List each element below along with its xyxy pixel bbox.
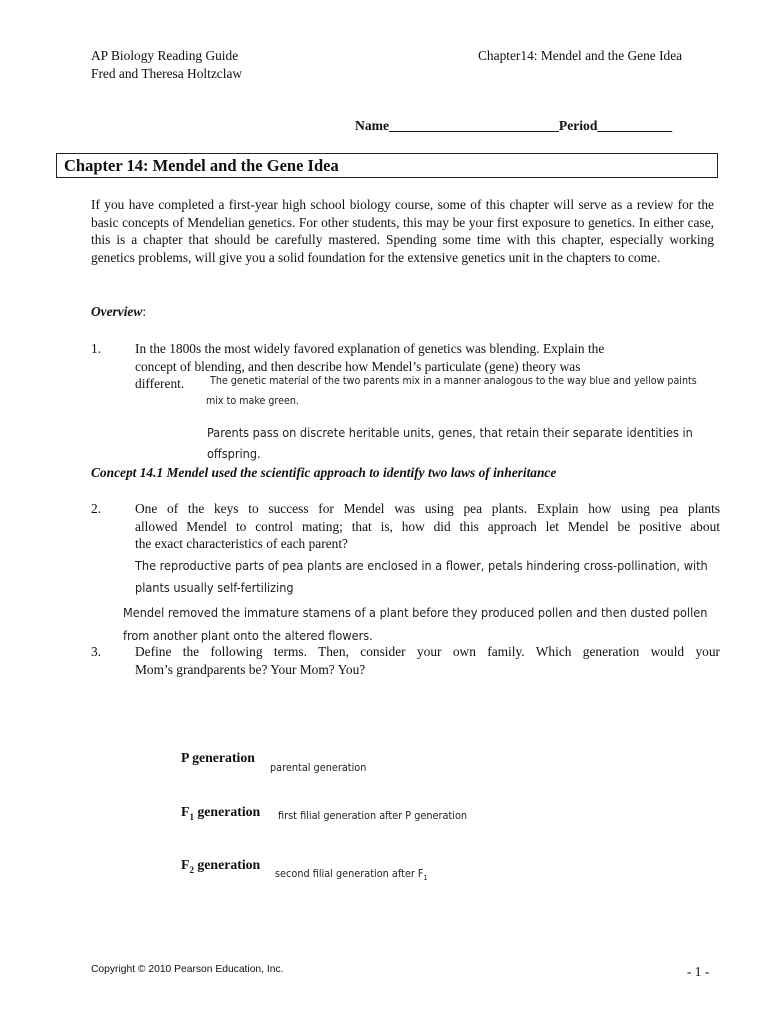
header-chapter: Chapter14: Mendel and the Gene Idea — [478, 48, 683, 63]
chapter-title-box — [56, 153, 718, 178]
p-generation-answer: parental generation — [270, 761, 367, 774]
guide-title: AP Biology Reading Guide — [91, 48, 239, 63]
question-1-number: 1. — [91, 341, 102, 356]
copyright: Copyright © 2010 Pearson Education, Inc. — [91, 964, 284, 975]
period-blank[interactable]: ___________ — [597, 118, 673, 133]
question-2-text: One of the keys to success for Mendel was using pea plants. Explain how using pea plants allowed Mendel to control mating; that is, how did this approach let Mendel be positive about the exact characteristics of each parent? — [135, 501, 720, 551]
p-generation-label: P generation — [181, 750, 255, 765]
intro-paragraph: If you have completed a first-year high school biology course, some of this chapter will serve as a review for the basic concepts of Mendelian genetics. For other students, this may be your first exposure to genetics. In either case, this is a chapter that should be carefully mastered. Spending some time with this chapter, especially working genetics problems, will give you a solid foundation for the extensive genetics unit in the chapters to come. — [91, 197, 714, 265]
question-2-number: 2. — [91, 501, 102, 516]
header-left — [91, 47, 242, 82]
f1-generation-answer: first filial generation after P generation — [278, 809, 468, 822]
answer-1a-line2: mix to make green. — [206, 395, 299, 407]
question-3-number: 3. — [91, 644, 102, 659]
authors: Fred and Theresa Holtzclaw — [91, 65, 243, 81]
concept-heading: Concept 14.1 Mendel used the scientific approach to identify two laws of inheritance — [91, 465, 557, 480]
answer-1b-line2: offspring. — [207, 446, 261, 461]
question-1-text: In the 1800s the most widely favored explanation of genetics was blending. Explain the concept of blending, and then describe how Mendel’s particulate (gene) theory was different. — [135, 341, 605, 391]
answer-2a-line1: The reproductive parts of pea plants are enclosed in a flower, petals hindering cross-pollination, with — [135, 558, 708, 573]
name-label: Name — [355, 118, 389, 133]
name-period-line — [355, 118, 672, 134]
f2-generation-label: $F_2$ generation — [181, 857, 261, 875]
name-blank[interactable]: _________________________ — [388, 118, 559, 133]
question-3-text: Define the following terms. Then, consider your own family. Which generation would your Mom’s grandparents be? Your Mom? You? — [135, 644, 720, 677]
answer-2b-line2: from another plant onto the altered flowers. — [123, 628, 373, 643]
answer-2a-line2: plants usually self-fertilizing — [135, 580, 294, 595]
overview-label: Overview — [91, 304, 143, 319]
overview-heading: Overview: — [91, 304, 147, 319]
page-number: - 1 - — [687, 964, 710, 979]
chapter-title: Chapter 14: Mendel and the Gene Idea — [64, 156, 339, 175]
f1-generation-label: $F_1$ generation — [181, 804, 261, 822]
answer-1b-line1: Parents pass on discrete heritable units, genes, that retain their separate identities in — [207, 425, 693, 440]
period-label: Period — [558, 118, 598, 133]
answer-1a-line1: The genetic material of the two parents mix in a manner analogous to the way blue and yellow paints — [210, 375, 697, 387]
answer-2b-line1: Mendel removed the immature stamens of a plant before they produced pollen and then dusted pollen — [123, 605, 708, 620]
f2-generation-answer: second filial generation after $F_1$ — [275, 867, 428, 883]
